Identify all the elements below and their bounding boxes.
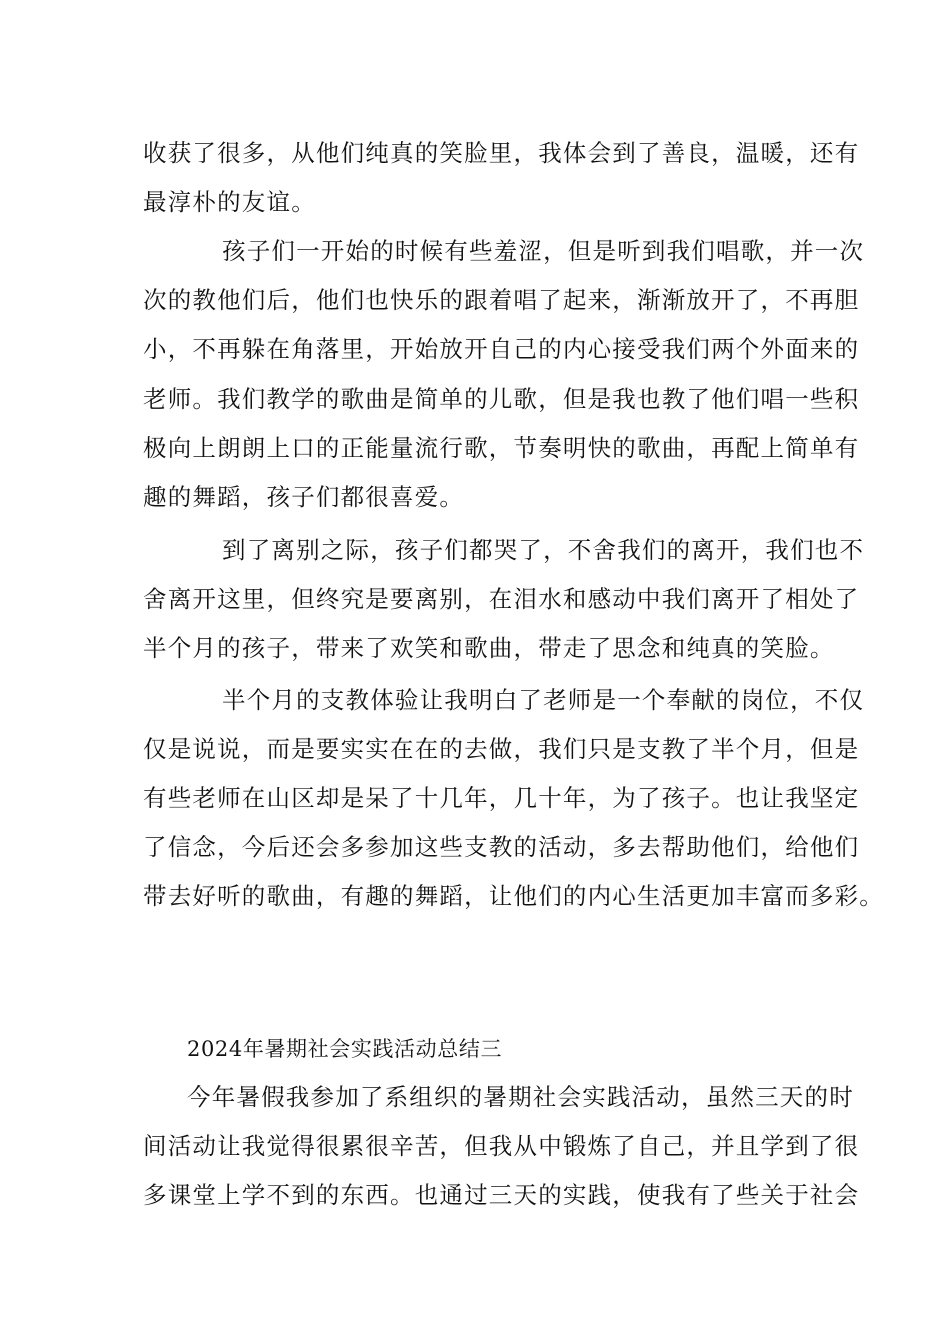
paragraph-2-line-1: 孩子们一开始的时候有些羞涩，但是听到我们唱歌，并一次 <box>222 237 865 265</box>
paragraph-3-line-2: 舍离开这里，但终究是要离别，在泪水和感动中我们离开了相处了 <box>143 585 860 613</box>
paragraph-2-line-3: 小，不再躲在角落里，开始放开自己的内心接受我们两个外面来的 <box>143 335 860 363</box>
paragraph-4-line-1: 半个月的支教体验让我明白了老师是一个奉献的岗位，不仅 <box>222 686 865 714</box>
paragraph-4-line-5: 带去好听的歌曲，有趣的舞蹈，让他们的内心生活更加丰富而多彩。 <box>143 882 884 910</box>
paragraph-4-line-4: 了信念，今后还会多参加这些支教的活动，多去帮助他们，给他们 <box>143 833 860 861</box>
paragraph-2-line-5: 极向上朗朗上口的正能量流行歌，节奏明快的歌曲，再配上简单有 <box>143 434 860 462</box>
paragraph-5-line-2: 间活动让我觉得很累很辛苦，但我从中锻炼了自己，并且学到了很 <box>143 1132 860 1160</box>
paragraph-5-line-3: 多课堂上学不到的东西。也通过三天的实践，使我有了些关于社会 <box>143 1181 860 1209</box>
paragraph-2-line-4: 老师。我们教学的歌曲是简单的儿歌，但是我也教了他们唱一些积 <box>143 385 860 413</box>
paragraph-3-line-3: 半个月的孩子，带来了欢笑和歌曲，带走了思念和纯真的笑脸。 <box>143 634 835 662</box>
paragraph-1-line-2: 最淳朴的友谊。 <box>143 188 316 216</box>
section-heading: 2024年暑期社会实践活动总结三 <box>187 1037 503 1061</box>
paragraph-1-line-1: 收获了很多，从他们纯真的笑脸里，我体会到了善良，温暖，还有 <box>143 139 860 167</box>
paragraph-4-line-3: 有些老师在山区却是呆了十几年，几十年，为了孩子。也让我坚定 <box>143 784 860 812</box>
paragraph-2-line-6: 趣的舞蹈，孩子们都很喜爱。 <box>143 483 465 511</box>
paragraph-2-line-2: 次的教他们后，他们也快乐的跟着唱了起来，渐渐放开了，不再胆 <box>143 286 860 314</box>
paragraph-5-line-1: 今年暑假我参加了系组织的暑期社会实践活动，虽然三天的时 <box>187 1083 854 1111</box>
paragraph-4-line-2: 仅是说说，而是要实实在在的去做，我们只是支教了半个月，但是 <box>143 735 860 763</box>
paragraph-3-line-1: 到了离别之际，孩子们都哭了，不舍我们的离开，我们也不 <box>222 536 865 564</box>
